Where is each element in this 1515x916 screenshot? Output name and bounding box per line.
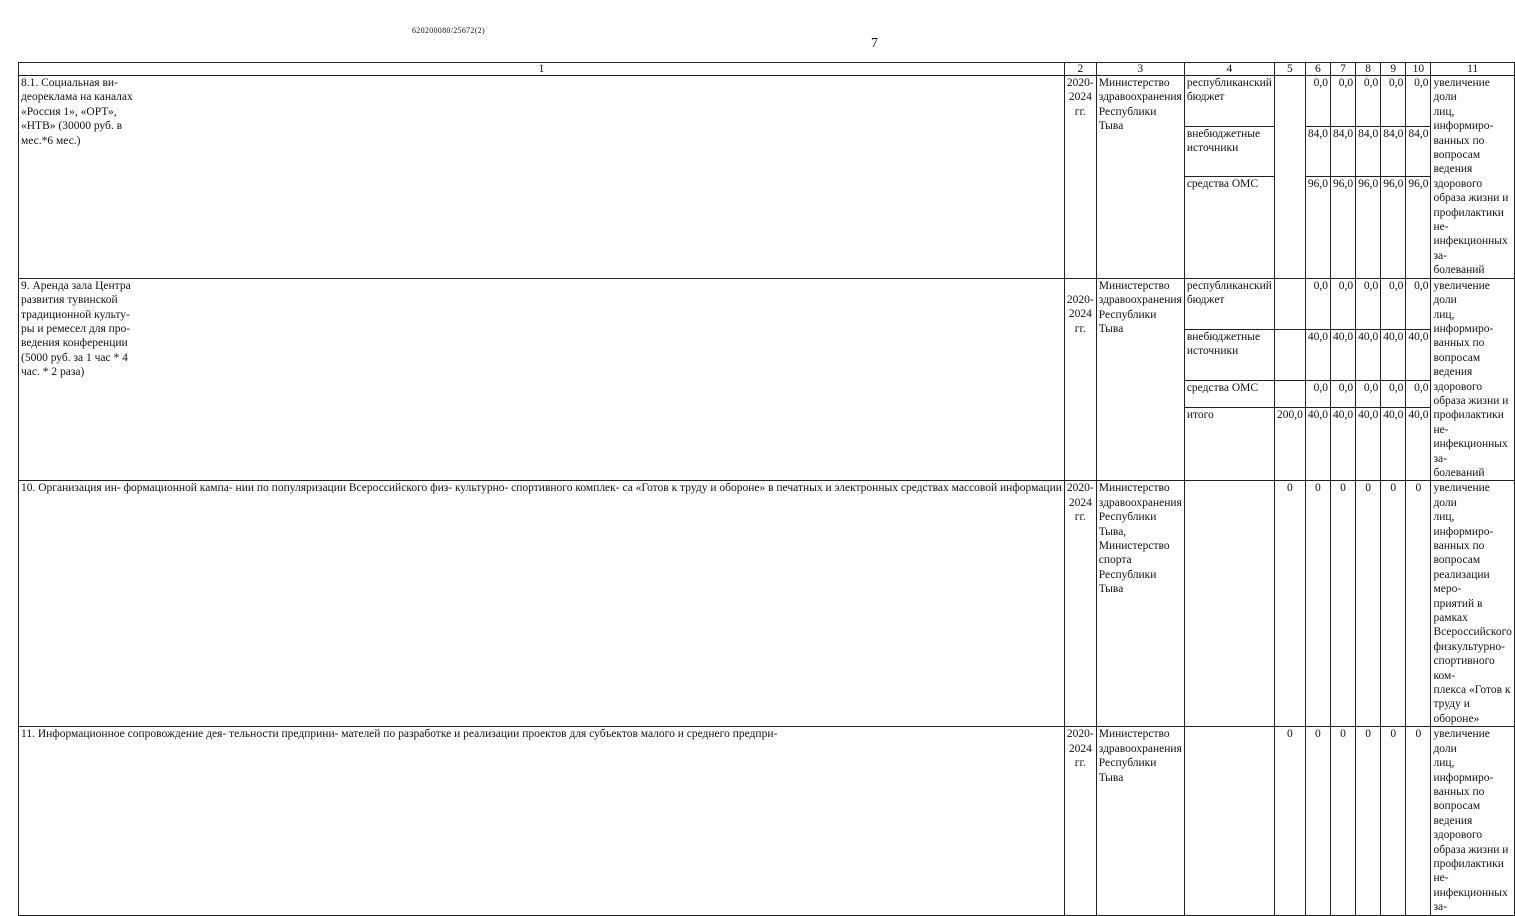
executor-cell: Министерство здравоохранения Республики Тыва (1096, 76, 1184, 279)
measure-name: 11. Информационное сопровождение дея- тельности предприни- мателей по разработке и реализации проектов для субъектов малого и среднего предпри- (19, 727, 1065, 915)
table-row (19, 278, 1515, 329)
value-cell: 40,0 (1381, 407, 1406, 480)
source-label: внебюджетные источники (1184, 126, 1274, 177)
value-cell: 0,0 (1381, 380, 1406, 407)
value-cell: 96,0 (1356, 177, 1381, 279)
value-cell: 0 (1406, 727, 1431, 915)
value-cell: 84,0 (1330, 126, 1355, 177)
value-cell: 40,0 (1406, 329, 1431, 380)
executor-cell: Министерство здравоохранения Республики Тыва, Министерство спорта Республики Тыва (1096, 481, 1184, 727)
measure-name: 8.1. Социальная ви- деореклама на каналах «Россия 1», «ОРТ», «НТВ» (30000 руб. в мес.*6 мес.) (19, 76, 1065, 279)
source-label: внебюджетные источники (1184, 329, 1274, 380)
source-label: средства ОМС (1184, 380, 1274, 407)
source-label (1184, 727, 1274, 915)
value-cell: 0,0 (1330, 380, 1355, 407)
measure-name: 9. Аренда зала Центра развития тувинской традиционной культу- ры и ремесел для про- ведения конференции (5000 руб. за 1 час * 4 час. * 2 раза) (19, 278, 1065, 481)
measure-name: 10. Организация ин- формационной кампа- нии по популяризации Всероссийского физ- культурно- спортивного комплек- са «Готов к труду и обороне» в печатных и электронных средствах массовой информации (19, 481, 1065, 727)
result-cell: увеличение доли лиц, информиро- ванных по вопросам ведения здорового образа жизни и профилактики не- инфекционных за- болеваний (1431, 278, 1514, 481)
value-cell: 0,0 (1356, 380, 1381, 407)
document-id: 620200080/25672(2) (412, 26, 485, 35)
total-cell (1274, 76, 1305, 279)
header-cell: 2 (1064, 63, 1096, 76)
header-cell: 8 (1356, 63, 1381, 76)
table-row (19, 76, 1515, 127)
executor-cell: Министерство здравоохранения Республики Тыва (1096, 278, 1184, 481)
value-cell: 0,0 (1305, 278, 1330, 329)
table-row (19, 727, 1515, 915)
value-cell: 96,0 (1406, 177, 1431, 279)
header-cell: 10 (1406, 63, 1431, 76)
value-cell: 40,0 (1381, 329, 1406, 380)
value-cell: 40,0 (1305, 329, 1330, 380)
value-cell: 40,0 (1305, 407, 1330, 480)
value-cell: 0 (1381, 481, 1406, 727)
header-cell: 5 (1274, 63, 1305, 76)
value-cell: 40,0 (1356, 407, 1381, 480)
value-cell: 0,0 (1305, 76, 1330, 127)
period-cell: 2020- 2024 гг. (1064, 727, 1096, 915)
value-cell: 0 (1356, 481, 1381, 727)
source-label: республиканский бюджет (1184, 76, 1274, 127)
header-cell: 7 (1330, 63, 1355, 76)
header-cell: 3 (1096, 63, 1184, 76)
value-cell: 40,0 (1330, 329, 1355, 380)
source-label: итого (1184, 407, 1274, 480)
value-cell: 0,0 (1381, 76, 1406, 127)
header-cell: 11 (1431, 63, 1514, 76)
source-label: средства ОМС (1184, 177, 1274, 279)
value-cell: 0 (1406, 481, 1431, 727)
total-cell (1274, 278, 1305, 329)
value-cell: 0,0 (1406, 76, 1431, 127)
total-cell (1274, 380, 1305, 407)
value-cell: 96,0 (1330, 177, 1355, 279)
value-cell: 84,0 (1305, 126, 1330, 177)
result-cell: увеличение доли лиц, информиро- ванных по вопросам реализации меро- приятий в рамках Всероссийского физкультурно- спортивного ком- плекса «Готов к труду и обороне» (1431, 481, 1514, 727)
header-cell: 6 (1305, 63, 1330, 76)
source-label: республиканский бюджет (1184, 278, 1274, 329)
result-cell: увеличение доли лиц, информиро- ванных по вопросам ведения здорового образа жизни и профилактики не- инфекционных за- (1431, 727, 1514, 915)
value-cell: 0,0 (1381, 278, 1406, 329)
result-cell: увеличение доли лиц, информиро- ванных по вопросам ведения здорового образа жизни и профилактики не- инфекционных за- болеваний (1431, 76, 1514, 279)
value-cell: 0,0 (1356, 76, 1381, 127)
total-cell: 200,0 (1274, 407, 1305, 480)
value-cell: 40,0 (1330, 407, 1355, 480)
period-cell: 2020- 2024 гг. (1064, 76, 1096, 279)
value-cell: 96,0 (1381, 177, 1406, 279)
value-cell: 0,0 (1305, 380, 1330, 407)
value-cell: 84,0 (1356, 126, 1381, 177)
program-table (18, 62, 1515, 916)
value-cell: 84,0 (1406, 126, 1431, 177)
value-cell: 0,0 (1406, 380, 1431, 407)
table-row (19, 481, 1515, 727)
value-cell: 0,0 (1356, 278, 1381, 329)
period-cell: 2020- 2024 гг. (1064, 481, 1096, 727)
header-row (19, 63, 1515, 76)
value-cell: 0,0 (1330, 278, 1355, 329)
value-cell: 0 (1330, 727, 1355, 915)
header-cell: 4 (1184, 63, 1274, 76)
header-cell: 9 (1381, 63, 1406, 76)
value-cell: 0 (1356, 727, 1381, 915)
page-number: 7 (871, 36, 878, 51)
value-cell: 0,0 (1330, 76, 1355, 127)
value-cell: 0 (1330, 481, 1355, 727)
total-cell: 0 (1274, 481, 1305, 727)
executor-cell: Министерство здравоохранения Республики Тыва (1096, 727, 1184, 915)
source-label (1184, 481, 1274, 727)
value-cell: 0 (1381, 727, 1406, 915)
total-cell (1274, 329, 1305, 380)
value-cell: 0,0 (1406, 278, 1431, 329)
value-cell: 40,0 (1356, 329, 1381, 380)
value-cell: 96,0 (1305, 177, 1330, 279)
header-cell: 1 (19, 63, 1065, 76)
value-cell: 0 (1305, 481, 1330, 727)
value-cell: 40,0 (1406, 407, 1431, 480)
total-cell: 0 (1274, 727, 1305, 915)
value-cell: 0 (1305, 727, 1330, 915)
value-cell: 84,0 (1381, 126, 1406, 177)
period-cell: 2020- 2024 гг. (1064, 278, 1096, 481)
